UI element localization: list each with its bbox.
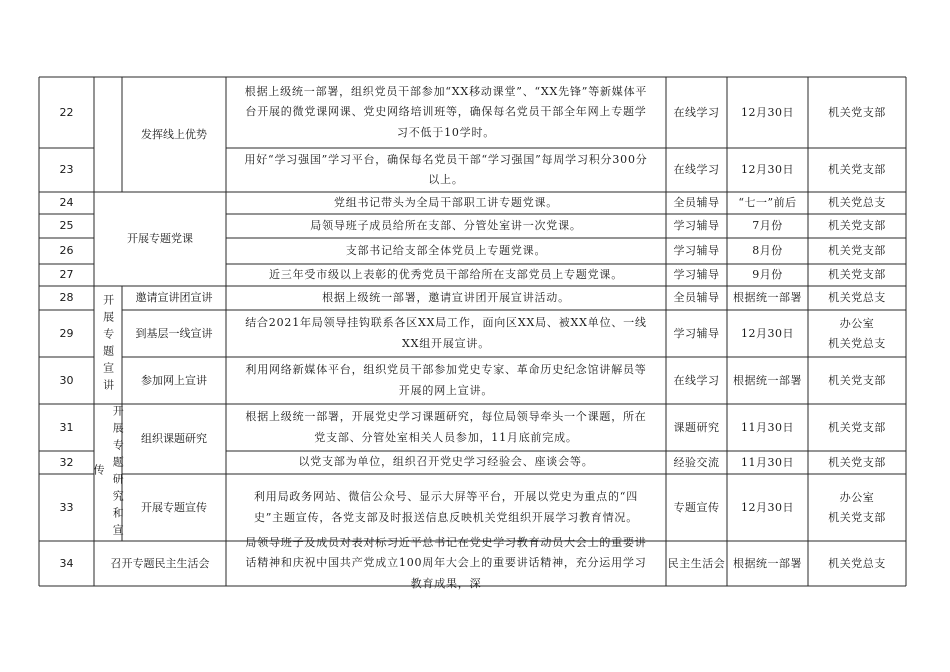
task-deadline: 11月30日 [741,420,794,434]
task-method: 学习辅导 [673,268,720,282]
responsible-unit: 机关党支部 [828,163,886,177]
responsible-unit: 机关党总支 [828,556,886,570]
task-method: 民主生活会 [667,556,726,570]
task-deadline: “七一”前后 [738,196,797,210]
task-content: 局领导班子及成员对表对标习近平总书记在党史学习教育动员大会上的重要讲话精神和庆祝中国共产党成立100周年大会上的重要讲话精神，充分运用学习教育成果，深 [245,535,647,590]
task-content: 根据上级统一部署，邀请宣讲团开展宣讲活动。 [322,290,570,304]
task-content: 支部书记给支部全体党员上专题党课。 [345,243,547,257]
row-number: 28 [59,291,74,305]
task-method: 在线学习 [673,163,720,177]
responsible-unit: 办公室 机关党支部 [828,491,886,524]
task-method: 在线学习 [673,105,720,119]
row-number: 23 [59,163,74,177]
subcategory-grassroots-preach: 到基层一线宣讲 [135,326,213,340]
task-deadline: 12月30日 [741,163,794,177]
row-number: 34 [59,556,74,570]
row-number: 30 [59,373,74,387]
task-deadline: 7月份 [752,219,783,233]
task-deadline: 根据统一部署 [733,373,802,387]
responsible-unit: 机关党支部 [828,219,886,233]
task-content: 结合2021年局领导挂钩联系各区XX局工作，面向区XX局、被XX单位、一线XX组开展宣讲。 [245,316,647,350]
responsible-unit: 机关党支部 [828,373,886,387]
subcategory-topic-research: 组织课题研究 [141,432,207,446]
task-content: 根据上级统一部署，开展党史学习课题研究，每位局领导牵头一个课题，所在党支部、分管处室相关人员参加，11月底前完成。 [245,410,647,444]
row-number: 27 [59,268,74,282]
task-method: 全员辅导 [673,196,720,210]
task-method: 在线学习 [673,373,720,387]
task-deadline: 11月30日 [741,455,794,469]
row-number: 29 [59,326,74,340]
task-content: 利用局政务网站、微信公众号、显示大屏等平台，开展以党史为重点的“四史”主题宣传，各党支部及时报送信息反映机关党组织开展学习教育情况。 [253,490,639,524]
responsible-unit: 机关党总支 [828,291,886,305]
row-number: 26 [59,244,74,258]
task-deadline: 12月30日 [741,500,794,514]
responsible-unit: 机关党支部 [828,244,886,258]
responsible-unit: 机关党支部 [828,420,886,434]
subcategory-online-preach: 参加网上宣讲 [141,373,207,387]
responsible-unit: 机关党支部 [828,455,886,469]
task-method: 全员辅导 [673,291,720,305]
row-number: 33 [59,500,74,514]
row-number: 24 [59,196,74,210]
category-democratic-life-meeting: 召开专题民主生活会 [110,556,210,570]
responsible-unit: 机关党支部 [828,268,886,282]
responsible-unit: 办公室 机关党总支 [828,317,886,350]
responsible-unit: 机关党支部 [828,105,886,119]
task-method: 学习辅导 [673,326,720,340]
row-number: 22 [59,105,74,119]
task-deadline: 根据统一部署 [733,556,802,570]
row-number: 31 [59,420,74,434]
task-content: 以党支部为单位，组织召开党史学习经验会、座谈会等。 [298,455,594,469]
category-special-preaching: 开展专题宣讲 [101,294,115,396]
task-content: 根据上级统一部署，组织党员干部参加“XX移动课堂”、“XX先锋”等新媒体平台开展的微党课网课、党史网络培训班等，确保每名党员干部全年网上专题学习不低于10学时。 [244,84,648,139]
task-deadline: 12月30日 [741,326,794,340]
subcategory-invite-preach: 邀请宣讲团宣讲 [135,291,213,305]
task-deadline: 根据统一部署 [733,291,802,305]
row-number: 32 [59,455,74,469]
category-special-party-lecture: 开展专题党课 [127,232,193,246]
category-research-and-promotion: 开展专题研究和宣传 [92,404,125,541]
category-online-advantage: 发挥线上优势 [141,127,207,141]
row-number: 25 [59,219,74,233]
task-content: 用好“学习强国”学习平台，确保每名党员干部“学习强国”每周学习积分300分以上。 [244,152,648,186]
task-deadline: 9月份 [752,268,783,282]
task-deadline: 12月30日 [741,105,794,119]
task-method: 专题宣传 [673,500,720,514]
task-method: 学习辅导 [673,219,720,233]
task-method: 课题研究 [673,420,720,434]
task-content: 近三年受市级以上表彰的优秀党员干部给所在支部党员上专题党课。 [269,267,623,281]
task-method: 学习辅导 [673,244,720,258]
task-content: 局领导班子成员给所在支部、分管处室讲一次党课。 [310,218,582,232]
subcategory-special-promotion: 开展专题宣传 [141,500,207,514]
task-deadline: 8月份 [752,244,783,258]
responsible-unit: 机关党总支 [828,196,886,210]
task-method: 经验交流 [673,455,720,469]
task-content: 利用网络新媒体平台，组织党员干部参加党史专家、革命历史纪念馆讲解员等开展的网上宣讲。 [245,363,647,397]
task-content: 党组书记带头为全局干部职工讲专题党课。 [333,195,559,209]
